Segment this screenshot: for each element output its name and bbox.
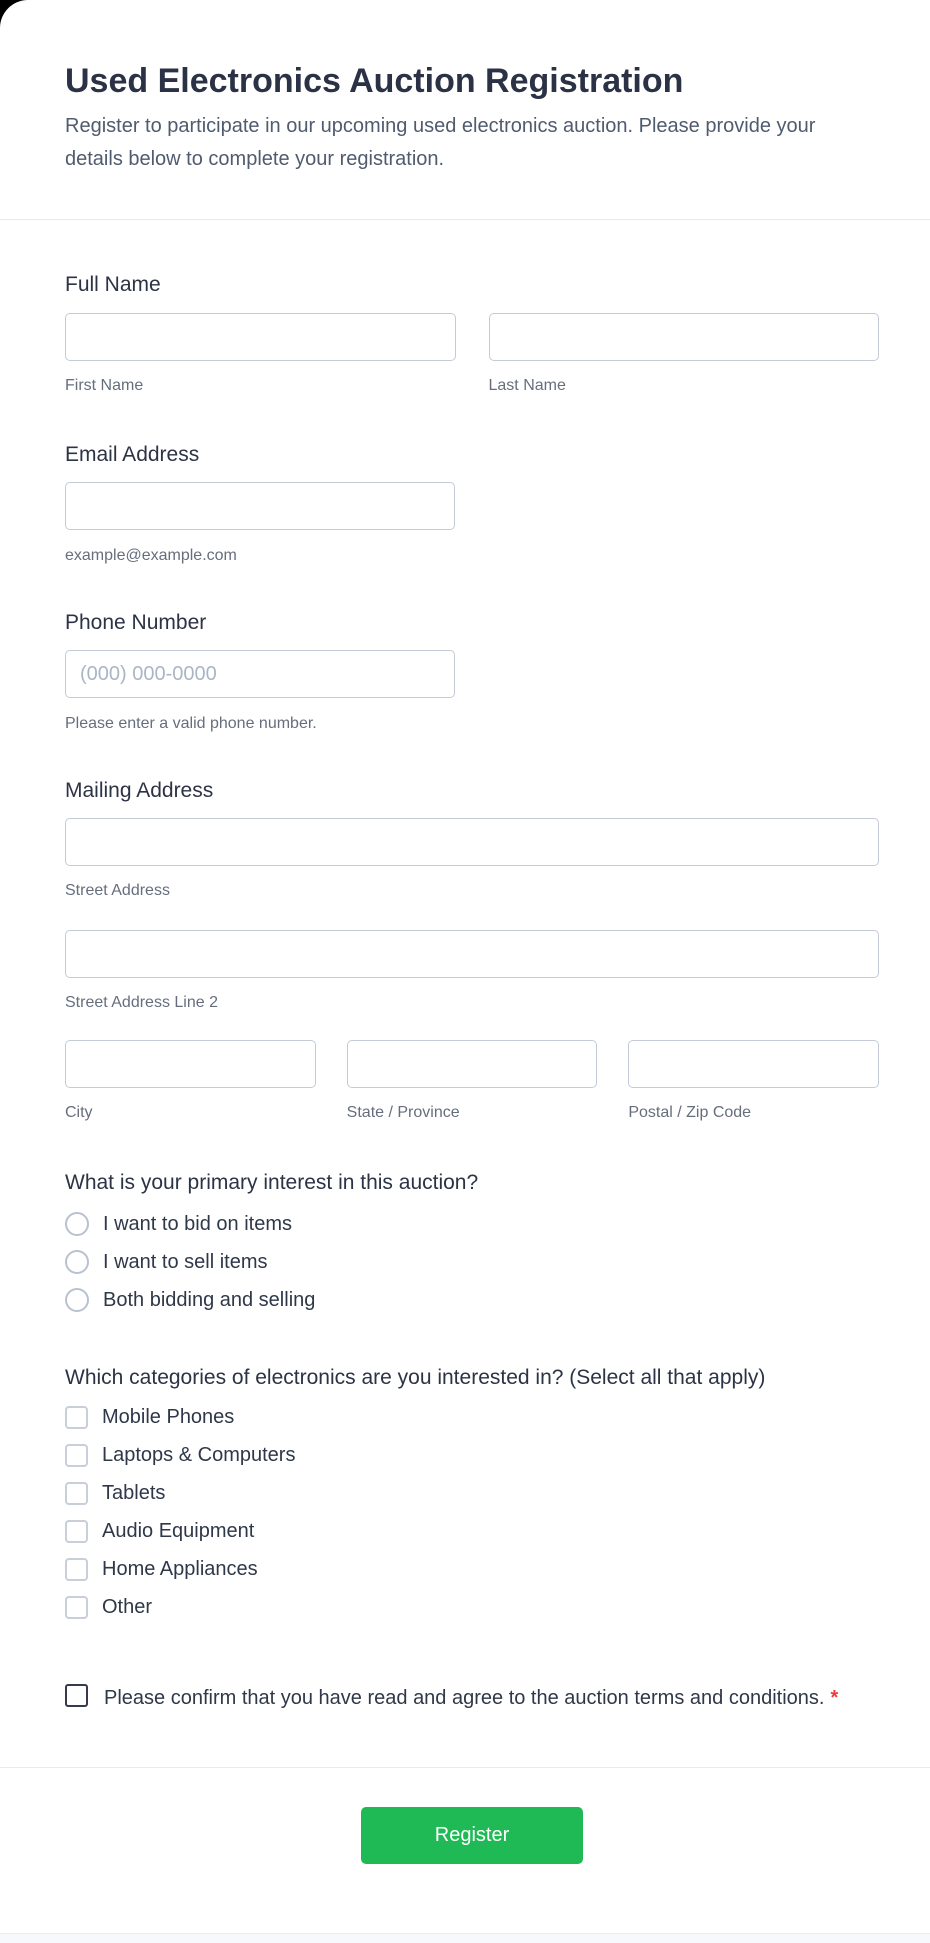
submit-area <box>65 1807 879 1864</box>
street-address-2-input[interactable] <box>65 930 879 978</box>
radio-option-label: I want to sell items <box>103 1251 268 1273</box>
form-body <box>0 272 930 1864</box>
checkbox-option-mobile-phones[interactable] <box>65 1404 879 1430</box>
first-name-input[interactable] <box>65 313 456 361</box>
radio-option-sell[interactable] <box>65 1249 879 1275</box>
form-header <box>0 0 930 220</box>
interest-question: What is your primary interest in this auction? <box>65 1171 479 1194</box>
checkbox-option-label: Audio Equipment <box>102 1520 255 1542</box>
terms-confirmation[interactable] <box>65 1684 879 1712</box>
register-button[interactable]: Register <box>361 1807 583 1864</box>
checkbox-option-other[interactable] <box>65 1594 879 1620</box>
checkbox-icon[interactable] <box>65 1520 88 1543</box>
section-email <box>65 442 879 565</box>
radio-button-icon[interactable] <box>65 1250 89 1274</box>
page-subtitle: Register to participate in our upcoming used electronics auction. Please provide your details below to complete your registration. <box>65 115 816 170</box>
state-sublabel: State / Province <box>346 1104 460 1121</box>
last-name-sublabel: Last Name <box>488 377 566 394</box>
address-label: Mailing Address <box>65 779 214 802</box>
email-input[interactable] <box>65 482 455 530</box>
state-input[interactable] <box>347 1040 598 1088</box>
section-mailing-address <box>65 778 879 1122</box>
phone-label: Phone Number <box>65 611 207 634</box>
footer-divider <box>0 1767 930 1768</box>
checkbox-option-label: Laptops & Computers <box>102 1444 296 1466</box>
radio-option-bid[interactable] <box>65 1211 879 1237</box>
email-helper: example@example.com <box>65 547 237 564</box>
required-asterisk: * <box>830 1687 839 1709</box>
checkbox-option-home-appliances[interactable] <box>65 1556 879 1582</box>
terms-checkbox[interactable] <box>65 1684 88 1707</box>
radio-option-label: Both bidding and selling <box>103 1289 316 1311</box>
checkbox-option-audio-equipment[interactable] <box>65 1518 879 1544</box>
zip-input[interactable] <box>628 1040 879 1088</box>
last-name-input[interactable] <box>489 313 880 361</box>
page-title: Used Electronics Auction Registration <box>65 62 684 100</box>
checkbox-option-tablets[interactable] <box>65 1480 879 1506</box>
checkbox-option-label: Mobile Phones <box>102 1406 235 1428</box>
zip-sublabel: Postal / Zip Code <box>628 1104 752 1121</box>
section-full-name <box>65 272 879 395</box>
checkbox-option-label: Tablets <box>102 1482 166 1504</box>
checkbox-option-label: Home Appliances <box>102 1558 258 1580</box>
section-primary-interest <box>65 1170 879 1313</box>
email-label: Email Address <box>65 443 200 466</box>
street-address-sublabel: Street Address <box>65 882 170 899</box>
phone-input[interactable] <box>65 650 455 698</box>
checkbox-icon[interactable] <box>65 1596 88 1619</box>
categories-question: Which categories of electronics are you interested in? (Select all that apply) <box>65 1366 766 1389</box>
checkbox-icon[interactable] <box>65 1406 88 1429</box>
checkbox-icon[interactable] <box>65 1558 88 1581</box>
street-address-2-sublabel: Street Address Line 2 <box>65 994 218 1011</box>
checkbox-icon[interactable] <box>65 1482 88 1505</box>
street-address-input[interactable] <box>65 818 879 866</box>
full-name-label: Full Name <box>65 273 161 296</box>
checkbox-icon[interactable] <box>65 1444 88 1467</box>
checkbox-option-label: Other <box>102 1596 153 1618</box>
section-categories <box>65 1365 879 1620</box>
radio-button-icon[interactable] <box>65 1288 89 1312</box>
radio-option-label: I want to bid on items <box>103 1213 292 1235</box>
terms-text: Please confirm that you have read and agree to the auction terms and conditions. <box>104 1687 825 1709</box>
radio-button-icon[interactable] <box>65 1212 89 1236</box>
city-input[interactable] <box>65 1040 316 1088</box>
first-name-sublabel: First Name <box>65 377 144 394</box>
page-bottom-strip <box>0 1933 930 1943</box>
section-phone <box>65 610 879 733</box>
phone-helper: Please enter a valid phone number. <box>65 715 317 732</box>
radio-option-both[interactable] <box>65 1287 879 1313</box>
city-sublabel: City <box>65 1104 93 1121</box>
checkbox-option-laptops-computers[interactable] <box>65 1442 879 1468</box>
